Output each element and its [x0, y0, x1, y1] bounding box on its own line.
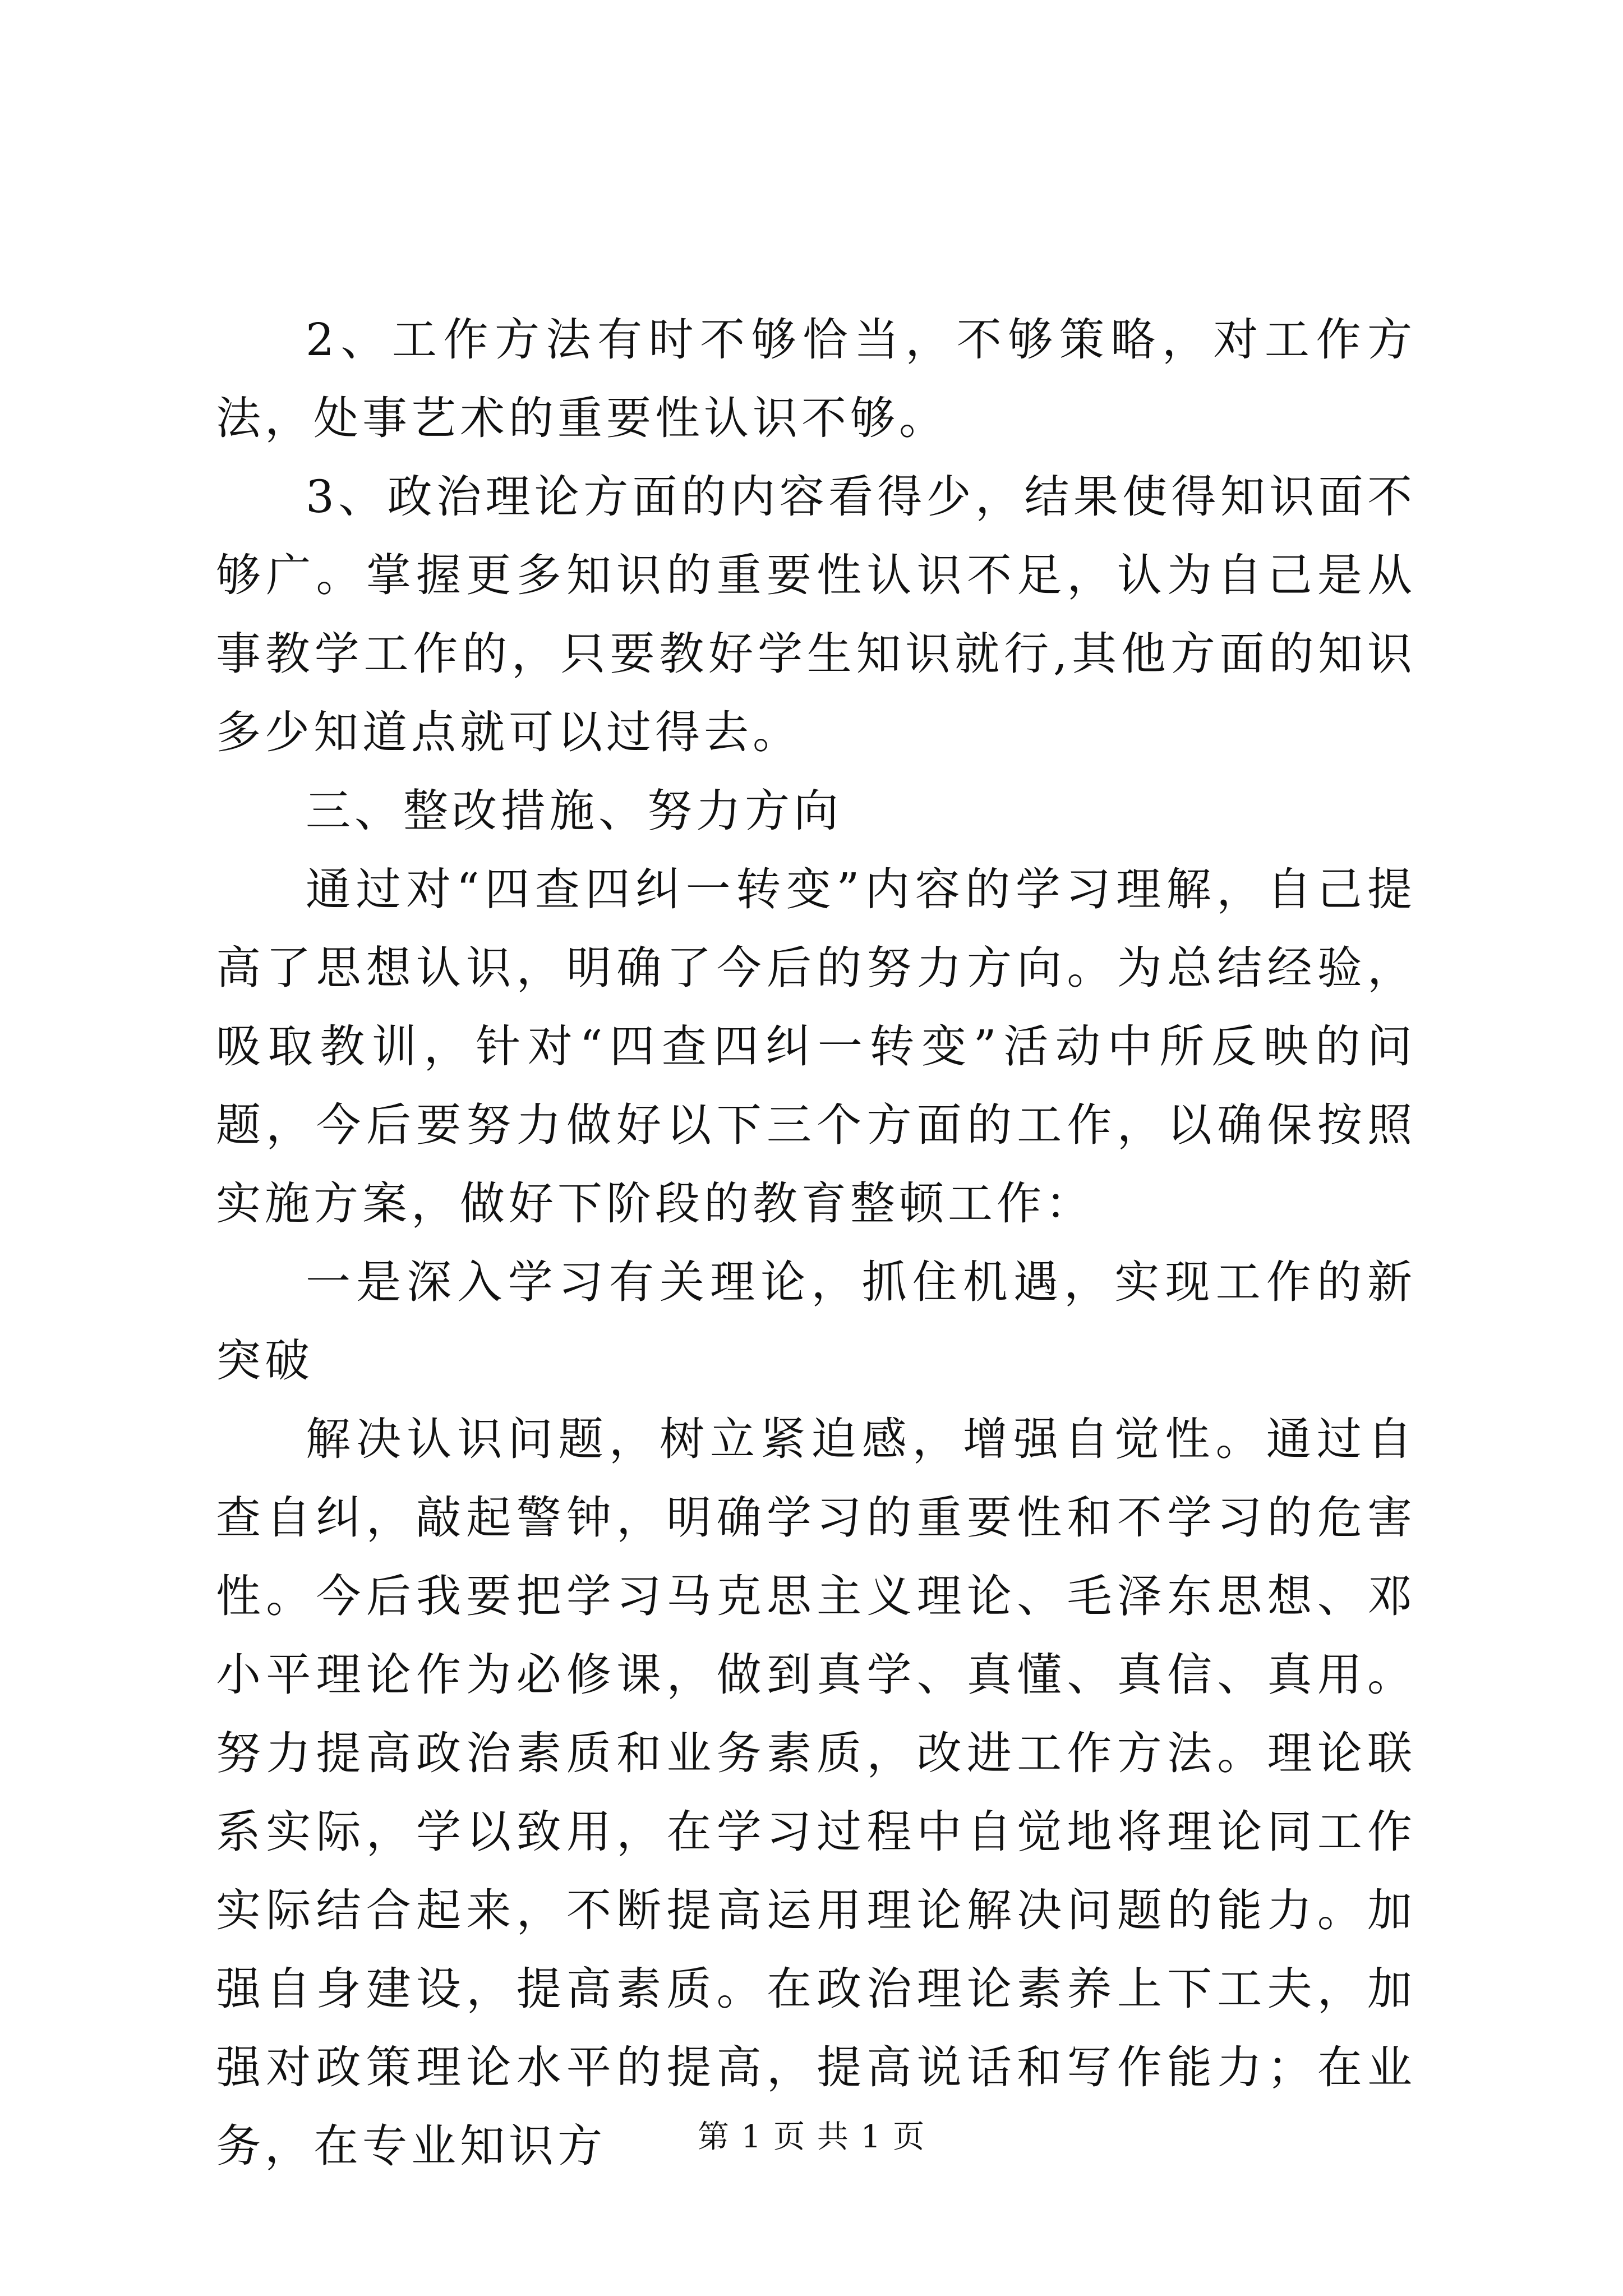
paragraph-study-understanding: 通过对“四查四纠一转变”内容的学习理解，自己提高了思想认识，明确了今后的努力方向。为总结经验，吸取教训，针对“四查四纠一转变”活动中所反映的问题，今后要努力做好以下三个方面的工作，以确保按照实施方案，做好下阶段的教育整顿工作：	[216, 863, 1416, 1230]
page-number-label: 第 1 页 共 1 页	[697, 2119, 926, 2155]
section-heading-rectification: 三、整改措施、努力方向	[306, 785, 842, 837]
page-footer	[0, 2118, 1623, 2157]
paragraph-political-theory: 3、政治理论方面的内容看得少，结果使得知识面不够广。掌握更多知识的重要性认识不足，认为自己是从事教学工作的，只要教好学生知识就行,其他方面的知识多少知道点就可以过得去。	[216, 471, 1416, 758]
paragraph-solve-awareness: 解决认识问题，树立紧迫感，增强自觉性。通过自查自纠，敲起警钟，明确学习的重要性和不学习的危害性。今后我要把学习马克思主义理论、毛泽东思想、邓小平理论作为必修课，做到真学、真懂、真信、真用。努力提高政治素质和业务素质，改进工作方法。理论联系实际，学以致用，在学习过程中自觉地将理论同工作实际结合起来，不断提高运用理论解决问题的能力。加强自身建设，提高素质。在政治理论素养上下工夫，加强对政策理论水平的提高，提高说话和写作能力；在业务，在专业知识方	[216, 1413, 1416, 2172]
paragraph-work-method: 2、工作方法有时不够恰当，不够策略，对工作方法，处事艺术的重要性认识不够。	[216, 314, 1416, 444]
subheading-deep-study: 一是深入学习有关理论，抓住机遇，实现工作的新突破	[216, 1256, 1416, 1387]
document-body	[216, 301, 1416, 2185]
